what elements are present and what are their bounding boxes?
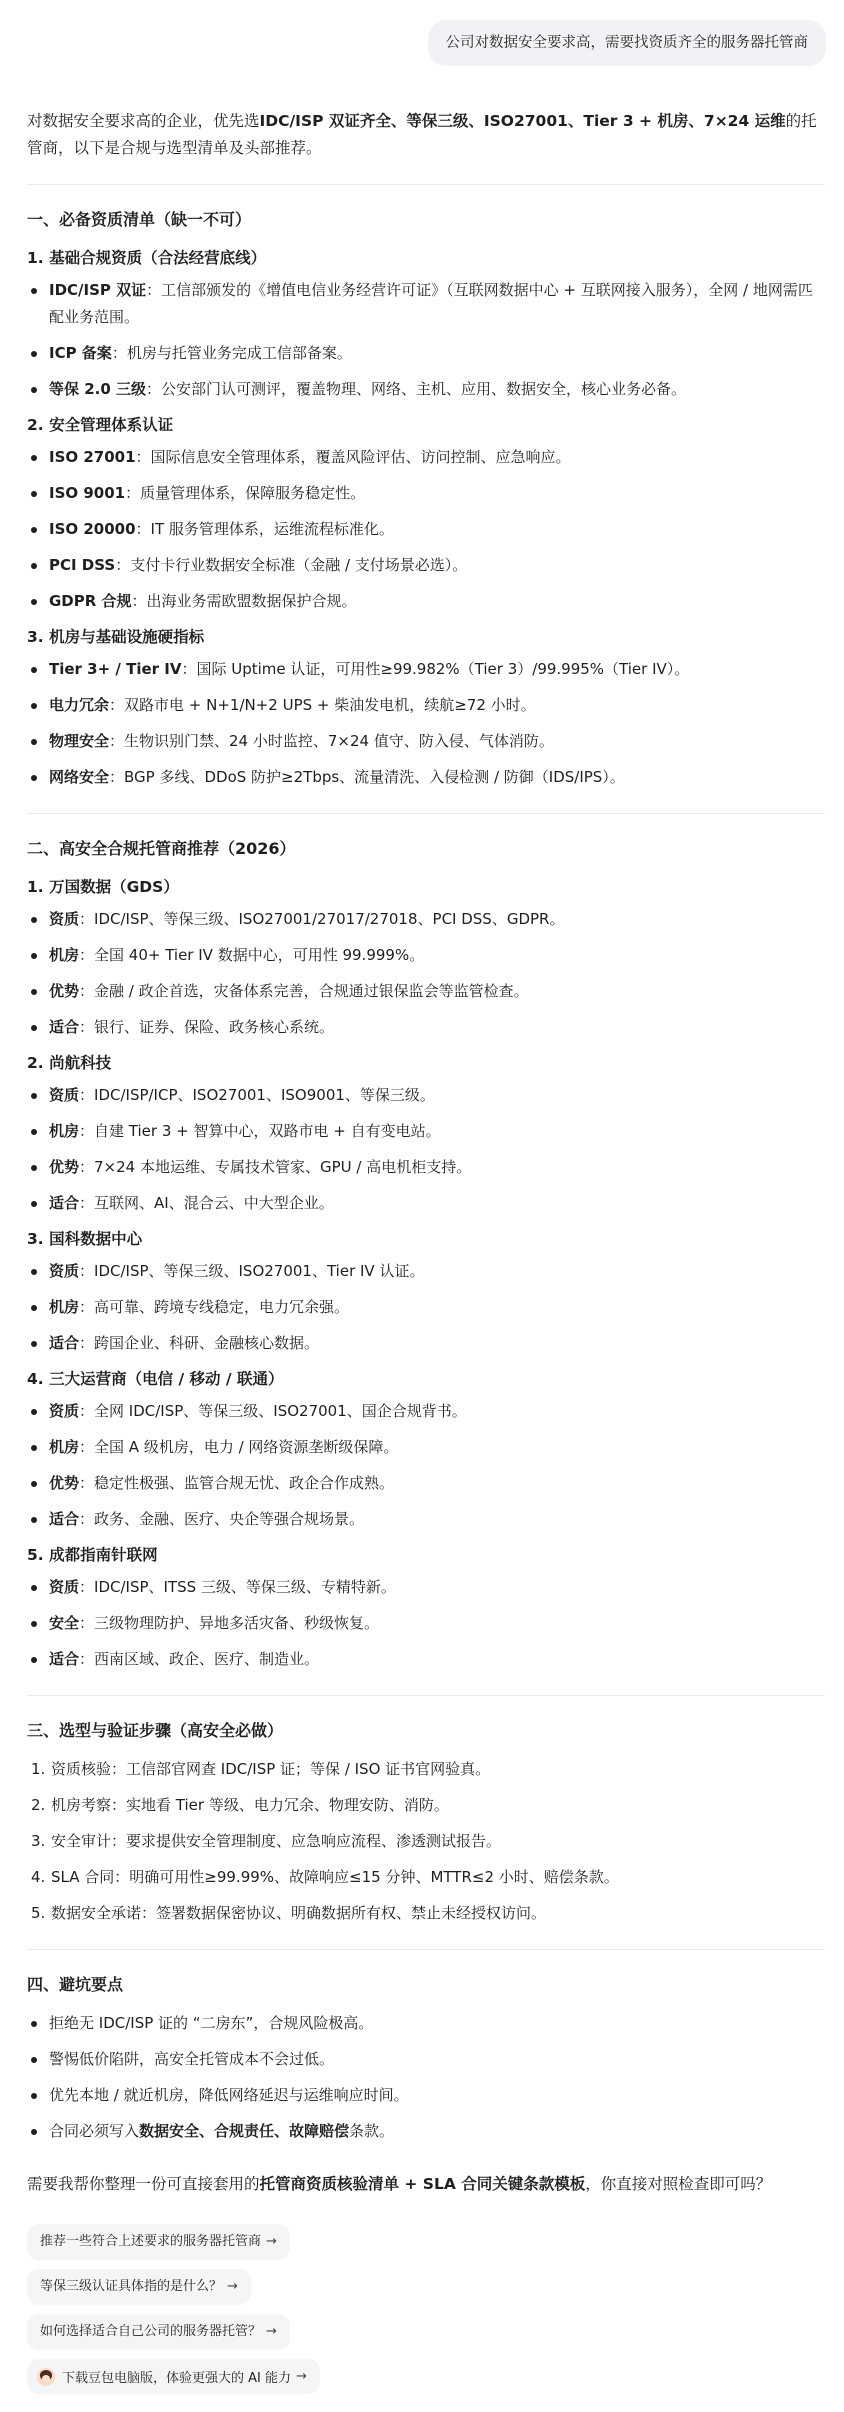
item-text: ：BGP 多线、DDoS 防护≥2Tbps、流量清洗、入侵检测 / 防御（IDS/IPS）。 — [109, 768, 625, 786]
item-key: ICP 备案 — [49, 344, 112, 362]
user-message-bubble: 公司对数据安全要求高，需要找资质齐全的服务器托管商 — [428, 20, 827, 66]
item-text: 优先本地 / 就近机房，降低网络延迟与运维响应时间。 — [49, 2086, 409, 2104]
list-item — [27, 444, 825, 471]
bullet-list — [27, 1574, 825, 1673]
item-text: ：IDC/ISP/ICP、ISO27001、ISO9001、等保三级。 — [79, 1086, 435, 1104]
list-item — [27, 1610, 825, 1637]
arrow-right-icon: → — [266, 2234, 277, 2249]
download-desktop-app-button[interactable] — [27, 2359, 320, 2394]
list-item — [27, 1470, 825, 1497]
item-number: 5. — [31, 1904, 46, 1922]
list-item — [27, 692, 825, 719]
list-item — [27, 1864, 825, 1891]
item-text: ：高可靠、跨境专线稳定，电力冗余强。 — [79, 1298, 350, 1316]
subsection-title: 5. 成都指南针联网 — [27, 1546, 158, 1564]
item-key: 网络安全 — [49, 768, 110, 786]
list-item — [27, 552, 825, 579]
intro-highlight: IDC/ISP 双证齐全、等保三级、ISO27001、Tier 3 + 机房、7×24 运维 — [259, 112, 786, 130]
list-item — [27, 728, 825, 755]
followup-question — [27, 2171, 825, 2198]
item-key: 物理安全 — [49, 732, 110, 750]
item-key: 资质 — [49, 1086, 80, 1104]
item-text: ：IDC/ISP、等保三级、ISO27001、Tier IV 认证。 — [79, 1262, 425, 1280]
list-item — [27, 1574, 825, 1601]
list-item — [27, 656, 825, 683]
steps-section — [27, 1718, 825, 1927]
item-text: ：支付卡行业数据安全标准（金融 / 支付场景必选）。 — [115, 556, 468, 574]
pitfalls-section — [27, 1972, 825, 2145]
divider — [27, 813, 825, 814]
item-key: 机房 — [49, 1122, 80, 1140]
item-key: 适合 — [49, 1650, 80, 1668]
item-key: 机房 — [49, 1298, 80, 1316]
item-key: 优势 — [49, 982, 80, 1000]
item-text: ：三级物理防护、异地多活灾备、秒级恢复。 — [79, 1614, 380, 1632]
item-key: GDPR 合规 — [49, 592, 132, 610]
item-key: 适合 — [49, 1334, 80, 1352]
subsection-title: 4. 三大运营商（电信 / 移动 / 联通） — [27, 1370, 284, 1388]
list-item — [27, 2010, 825, 2037]
user-message-row — [27, 20, 826, 66]
item-text: ：IT 服务管理体系，运维流程标准化。 — [135, 520, 394, 538]
list-item — [27, 1258, 825, 1285]
item-text: ：出海业务需欧盟数据保护合规。 — [131, 592, 357, 610]
list-item — [27, 516, 825, 543]
arrow-right-icon: → — [227, 2279, 238, 2294]
section — [27, 836, 825, 1673]
item-key: Tier 3+ / Tier IV — [49, 660, 182, 678]
item-text: ：明确可用性≥99.99%、故障响应≤15 分钟、MTTR≤2 小时、赔偿条款。 — [114, 1868, 619, 1886]
item-number: 3. — [31, 1832, 46, 1850]
followup-text-before: 需要我帮你整理一份可直接套用的 — [27, 2175, 260, 2193]
subsection-title: 1. 基础合规资质（合法经营底线） — [27, 249, 267, 267]
item-key: ISO 20000 — [49, 520, 136, 538]
item-text: ：生物识别门禁、24 小时监控、7×24 值守、防入侵、气体消防。 — [109, 732, 554, 750]
item-text: ：7×24 本地运维、专属技术管家、GPU / 高电机柜支持。 — [79, 1158, 472, 1176]
answer-intro — [27, 108, 825, 162]
suggestion-label: 推荐一些符合上述要求的服务器托管商 — [40, 2234, 262, 2249]
suggestion-chip[interactable] — [27, 2224, 290, 2260]
bullet-list — [27, 656, 825, 791]
item-text: ：西南区域、政企、医疗、制造业。 — [79, 1650, 320, 1668]
item-text: 拒绝无 IDC/ISP 证的 “二房东”，合规风险极高。 — [49, 2014, 374, 2032]
item-text: ：机房与托管业务完成工信部备案。 — [111, 344, 352, 362]
item-text: ：质量管理体系，保障服务稳定性。 — [125, 484, 366, 502]
list-item — [27, 1756, 825, 1783]
list-item — [27, 1646, 825, 1673]
list-item — [27, 2118, 825, 2145]
download-chip-label: 下载豆包电脑版，体验更强大的 AI 能力 — [62, 2371, 291, 2386]
subsection-title: 3. 机房与基础设施硬指标 — [27, 628, 205, 646]
subsection-title: 2. 安全管理体系认证 — [27, 416, 174, 434]
arrow-right-icon: → — [296, 2369, 307, 2384]
item-text: ：银行、证券、保险、政务核心系统。 — [79, 1018, 335, 1036]
item-key: 数据安全、合规责任、故障赔偿 — [139, 2122, 350, 2140]
intro-text-after: 的托管商，以下是合规与选型清单及头部推荐。 — [27, 112, 817, 157]
item-text: 警惕低价陷阱，高安全托管成本不会过低。 — [49, 2050, 335, 2068]
item-text: ：跨国企业、科研、金融核心数据。 — [79, 1334, 320, 1352]
list-item — [27, 1828, 825, 1855]
section-title: 一、必备资质清单（缺一不可） — [27, 210, 252, 229]
arrow-right-icon: → — [266, 2324, 277, 2339]
list-item — [27, 764, 825, 791]
item-key: 电力冗余 — [49, 696, 110, 714]
list-item — [27, 376, 825, 403]
item-text: ：政务、金融、医疗、央企等强合规场景。 — [79, 1510, 365, 1528]
item-number: 4. — [31, 1868, 46, 1886]
item-text: ：稳定性极强、监管合规无忧、政企合作成熟。 — [79, 1474, 395, 1492]
list-item — [27, 2046, 825, 2073]
bullet-list — [27, 1398, 825, 1533]
item-key: 适合 — [49, 1194, 80, 1212]
item-key: 资质核验 — [51, 1760, 112, 1778]
item-key: IDC/ISP 双证 — [49, 281, 147, 299]
item-number: 2. — [31, 1796, 46, 1814]
section-title: 二、高安全合规托管商推荐（2026） — [27, 839, 296, 858]
section — [27, 207, 825, 791]
list-item — [27, 1434, 825, 1461]
bullet-list — [27, 906, 825, 1041]
list-item — [27, 480, 825, 507]
section-title: 四、避坑要点 — [27, 1975, 124, 1994]
divider — [27, 1949, 825, 1950]
list-item — [27, 942, 825, 969]
followup-highlight: 托管商资质核验清单 + SLA 合同关键条款模板 — [259, 2175, 586, 2193]
item-text: ：公安部门认可测评，覆盖物理、网络、主机、应用、数据安全，核心业务必备。 — [146, 380, 687, 398]
item-key: 等保 2.0 三级 — [49, 380, 147, 398]
intro-text-before: 对数据安全要求高的企业，优先选 — [27, 112, 260, 130]
bullet-list — [27, 1082, 825, 1217]
suggestion-chip[interactable] — [27, 2269, 251, 2305]
suggestion-label: 如何选择适合自己公司的服务器托管？ — [40, 2324, 262, 2339]
list-item — [27, 1330, 825, 1357]
item-text: ：IDC/ISP、等保三级、ISO27001/27017/27018、PCI DSS、GDPR。 — [79, 910, 565, 928]
item-text: ：全国 A 级机房，电力 / 网络资源垄断级保障。 — [79, 1438, 399, 1456]
item-key: ISO 27001 — [49, 448, 136, 466]
suggestion-label: 等保三级认证具体指的是什么？ — [40, 2279, 223, 2294]
item-text: ：全网 IDC/ISP、等保三级、ISO27001、国企合规背书。 — [79, 1402, 467, 1420]
item-key: 安全审计 — [51, 1832, 112, 1850]
list-item — [27, 1900, 825, 1927]
list-item — [27, 1190, 825, 1217]
item-key: 优势 — [49, 1474, 80, 1492]
divider — [27, 184, 825, 185]
bullet-list — [27, 277, 825, 403]
list-item — [27, 1014, 825, 1041]
item-key: 资质 — [49, 1402, 80, 1420]
item-text: ：工信部颁发的《增值电信业务经营许可证》（互联网数据中心 + 互联网接入服务），全网 / 地网需匹配业务范围。 — [49, 281, 813, 326]
section-title: 三、选型与验证步骤（高安全必做） — [27, 1721, 284, 1740]
item-key: 数据安全承诺 — [51, 1904, 142, 1922]
suggestion-chip[interactable] — [27, 2314, 290, 2350]
item-key: 机房 — [49, 946, 80, 964]
item-text: ：全国 40+ Tier IV 数据中心，可用性 99.999%。 — [79, 946, 425, 964]
subsection-title: 1. 万国数据（GDS） — [27, 878, 179, 896]
list-item — [27, 906, 825, 933]
item-text: ：双路市电 + N+1/N+2 UPS + 柴油发电机，续航≥72 小时。 — [109, 696, 536, 714]
item-key: 资质 — [49, 1578, 80, 1596]
list-item — [27, 1118, 825, 1145]
list-item — [27, 978, 825, 1005]
item-text: ：互联网、AI、混合云、中大型企业。 — [79, 1194, 334, 1212]
subsection-title: 2. 尚航科技 — [27, 1054, 112, 1072]
item-key: SLA 合同 — [51, 1868, 115, 1886]
item-number: 1. — [31, 1760, 46, 1778]
item-text: ：签署数据保密协议、明确数据所有权、禁止未经授权访问。 — [141, 1904, 547, 1922]
item-key: 资质 — [49, 910, 80, 928]
steps-list — [27, 1756, 825, 1927]
item-text: ：金融 / 政企首选，灾备体系完善，合规通过银保监会等监管检查。 — [79, 982, 529, 1000]
list-item — [27, 2082, 825, 2109]
item-text: ：自建 Tier 3 + 智算中心，双路市电 + 自有变电站。 — [79, 1122, 441, 1140]
item-key: 机房考察 — [51, 1796, 112, 1814]
suggestion-list — [27, 2224, 825, 2394]
assistant-answer — [27, 108, 825, 2394]
item-text: 条款。 — [349, 2122, 395, 2140]
item-text: ：IDC/ISP、ITSS 三级、等保三级、专精特新。 — [79, 1578, 396, 1596]
bullet-list — [27, 1258, 825, 1357]
list-item — [27, 1154, 825, 1181]
item-text: ：工信部官网查 IDC/ISP 证；等保 / ISO 证书官网验真。 — [111, 1760, 491, 1778]
list-item — [27, 1082, 825, 1109]
item-text: ：要求提供安全管理制度、应急响应流程、渗透测试报告。 — [111, 1832, 502, 1850]
item-text: 合同必须写入 — [49, 2122, 140, 2140]
item-key: 适合 — [49, 1018, 80, 1036]
divider — [27, 1695, 825, 1696]
list-item — [27, 1294, 825, 1321]
item-key: 资质 — [49, 1262, 80, 1280]
list-item — [27, 1398, 825, 1425]
followup-text-after: ，你直接对照检查即可吗？ — [585, 2175, 772, 2193]
item-text: ：国际 Uptime 认证，可用性≥99.982%（Tier 3）/99.995%（Tier IV）。 — [181, 660, 690, 678]
item-text: ：实地看 Tier 等级、电力冗余、物理安防、消防。 — [111, 1796, 449, 1814]
item-key: 机房 — [49, 1438, 80, 1456]
list-item — [27, 588, 825, 615]
item-text: ：国际信息安全管理体系，覆盖风险评估、访问控制、应急响应。 — [135, 448, 571, 466]
doubao-avatar-icon — [37, 2368, 55, 2386]
item-key: PCI DSS — [49, 556, 116, 574]
item-key: 安全 — [49, 1614, 80, 1632]
list-item — [27, 1506, 825, 1533]
item-key: 优势 — [49, 1158, 80, 1176]
item-key: ISO 9001 — [49, 484, 126, 502]
list-item — [27, 340, 825, 367]
bullet-list — [27, 444, 825, 615]
pitfalls-list — [27, 2010, 825, 2145]
list-item — [27, 1792, 825, 1819]
list-item — [27, 277, 825, 331]
item-key: 适合 — [49, 1510, 80, 1528]
subsection-title: 3. 国科数据中心 — [27, 1230, 143, 1248]
